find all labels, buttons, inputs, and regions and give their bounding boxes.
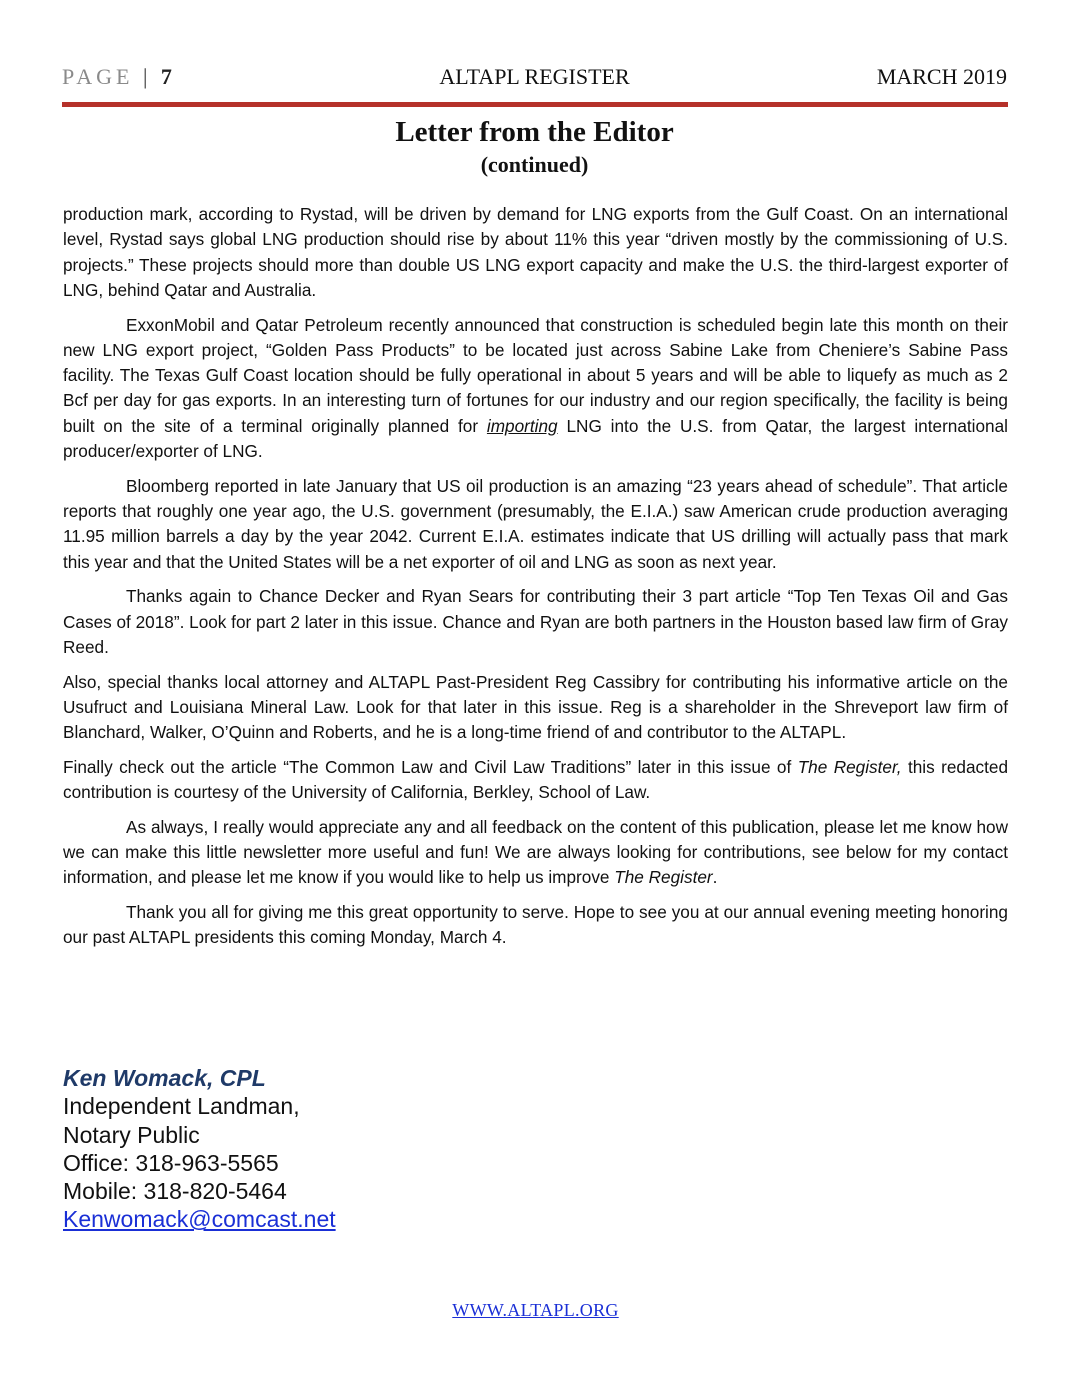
paragraph-1: production mark, according to Rystad, will be driven by demand for LNG exports from the Gulf Coast. On an international level, Rystad says global LNG production should rise by about 11% this year “driven mostly by the commissioning of U.S. projects.” These projects should more than double US LNG export capacity and make the U.S. the third-largest exporter of LNG, behind Qatar and Australia. xyxy=(63,204,1008,300)
emphasis-importing: importing xyxy=(486,415,558,436)
paragraph-7 xyxy=(63,815,1008,891)
issue-date: MARCH 2019 xyxy=(876,64,1007,89)
article-title: Letter from the Editor xyxy=(395,116,674,148)
publication-name-italic-2: The Register xyxy=(614,867,713,888)
paragraph-6-text-end: this redacted contribution is courtesy of the University of California, Berkley, School of Law. xyxy=(63,756,1009,803)
page-footer xyxy=(0,1300,1071,1321)
header-separator: | xyxy=(142,64,152,89)
publication-name-italic: The Register, xyxy=(797,756,902,777)
paragraph-5: Also, special thanks local attorney and ALTAPL Past-President Reg Cassibry for contributing his informative article on the Usufruct and Louisiana Mineral Law. Look for that later in this issue. Reg is a shareholder in the Shreveport law firm of Blanchard, Walker, O’Quinn and Roberts, and he is a long-time friend of and contributor to the ALTAPL. xyxy=(63,671,1008,743)
article-subtitle: (continued) xyxy=(480,152,589,177)
paragraph-6 xyxy=(63,755,1008,806)
editor-title: Independent Landman, xyxy=(63,1093,300,1120)
article-body xyxy=(63,202,1008,960)
paragraph-2-text: ExxonMobil and Qatar Petroleum recently announced that construction is scheduled begin late this month on their new LNG export project, “Golden Pass Products” to be located just across Sabine Lake from Cheniere’s Sabine Pass facility. The Texas Gulf Coast location should be fully operational in about 5 years and will be able to liquefy as much as 2 Bcf per day for gas exports. In an interesting turn of fortunes for our industry and our region specifically, the facility is being built on the site of a terminal originally planned for xyxy=(63,314,1008,436)
paragraph-2-text-end: LNG into the U.S. from Qatar, the largest international producer/exporter of LNG. xyxy=(63,415,1008,462)
email-link[interactable]: Kenwomack@comcast.net xyxy=(63,1206,336,1233)
mobile-phone: Mobile: 318-820-5464 xyxy=(63,1178,287,1205)
paragraph-8: Thank you all for giving me this great opportunity to serve. Hope to see you at our annual evening meeting honoring our past ALTAPL presidents this coming Monday, March 4. xyxy=(63,902,1008,948)
page-header xyxy=(62,64,1007,94)
website-link[interactable]: WWW.ALTAPL.ORG xyxy=(452,1300,619,1320)
page-label: PAGE xyxy=(62,64,134,89)
header-rule xyxy=(62,102,1008,107)
paragraph-7-text: As always, I really would appreciate any and all feedback on the content of this publication, please let me know how we can make this little newsletter more useful and fun! We are always looking for contributions, see below for my contact information, and please let me know if you would like to help us improve xyxy=(63,816,1008,888)
publication-title: ALTAPL REGISTER xyxy=(439,64,630,89)
paragraph-3: Bloomberg reported in late January that US oil production is an amazing “23 years ahead of schedule”. That article reports that roughly one year ago, the U.S. government (presumably, the E.I.A.) saw American crude production averaging 11.95 million barrels a day by the year 2042. Current E.I.A. estimates indicate that US drilling will actually pass that mark this year and that the United States will be a net exporter of oil and LNG as soon as next year. xyxy=(63,475,1008,572)
paragraph-7-period: . xyxy=(712,867,718,888)
editor-name: Ken Womack, CPL xyxy=(63,1065,266,1091)
paragraph-6-text: Finally check out the article “The Common Law and Civil Law Traditions” later in this issue of xyxy=(63,756,792,777)
paragraph-4: Thanks again to Chance Decker and Ryan Sears for contributing their 3 part article “Top Ten Texas Oil and Gas Cases of 2018”. Look for part 2 later in this issue. Chance and Ryan are both partners in the Houston based law firm of Gray Reed. xyxy=(63,586,1008,657)
editor-notary: Notary Public xyxy=(63,1121,200,1148)
page-number: 7 xyxy=(160,64,172,89)
office-phone: Office: 318-963-5565 xyxy=(63,1149,279,1176)
signature-block xyxy=(63,1064,336,1234)
paragraph-2 xyxy=(63,313,1008,465)
